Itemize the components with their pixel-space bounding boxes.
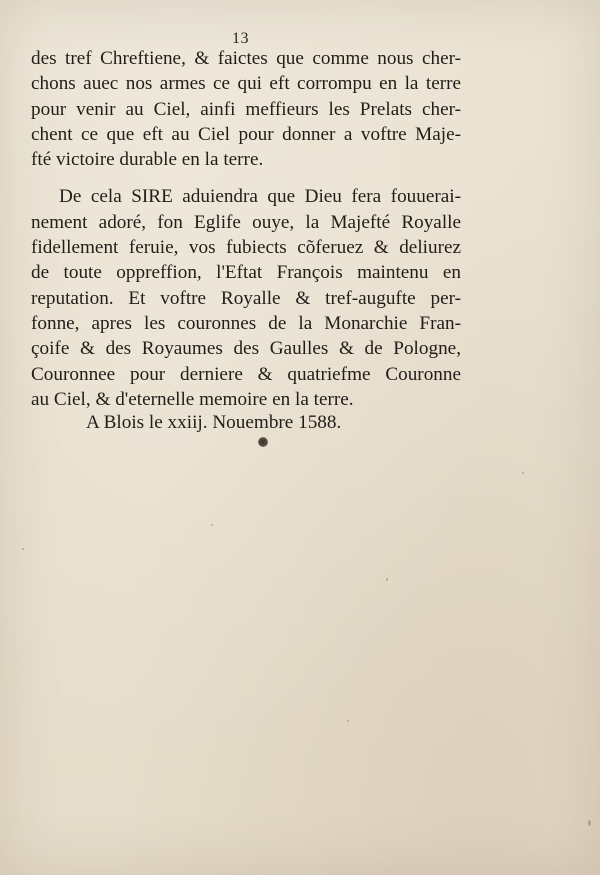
text-line: pour venir au Ciel, ainfi meffieurs les Prelats cher-	[31, 98, 461, 120]
paper-speck	[22, 548, 24, 550]
text-line: nement adoré, fon Eglife ouye, la Majefté Royalle	[31, 211, 461, 233]
body-text	[31, 46, 461, 412]
paper-speck	[347, 720, 349, 722]
text-line: fonne, apres les couronnes de la Monarchie Fran-	[31, 312, 461, 334]
text-line: Couronnee pour derniere & quatriefme Couronne	[31, 363, 461, 385]
paragraph-2	[31, 184, 461, 412]
text-line: çoife & des Royaumes des Gaulles & de Pologne,	[31, 338, 461, 360]
text-line: De cela SIRE aduiendra que Dieu fera fouuerai-	[59, 186, 461, 208]
paper-speck	[211, 524, 213, 526]
text-line: au Ciel, & d'eternelle memoire en la terre.	[31, 388, 354, 410]
ink-blot	[258, 437, 268, 447]
text-line: reputation. Et voftre Royalle & tref-augufte per-	[31, 287, 461, 309]
paragraph-1	[31, 46, 461, 172]
paper-speck	[522, 472, 524, 474]
text-line: fté victoire durable en la terre.	[31, 149, 264, 171]
text-line: de toute oppreffion, l'Eftat François maintenu en	[31, 262, 461, 284]
paper-speck	[588, 820, 591, 826]
date-signoff: A Blois le xxiij. Nouembre 1588.	[86, 412, 342, 433]
text-line: chent ce que eft au Ciel pour donner a voftre Maje-	[31, 123, 461, 145]
text-line: chons auec nos armes ce qui eft corrompu en la terre	[31, 73, 461, 95]
paper-speck	[386, 578, 388, 581]
text-line: des tref Chreftiene, & faictes que comme nous cher-	[31, 48, 461, 69]
page-number: 13	[232, 30, 249, 47]
text-line: fidellement feruie, vos fubiects cõferuez & deliurez	[31, 237, 461, 259]
